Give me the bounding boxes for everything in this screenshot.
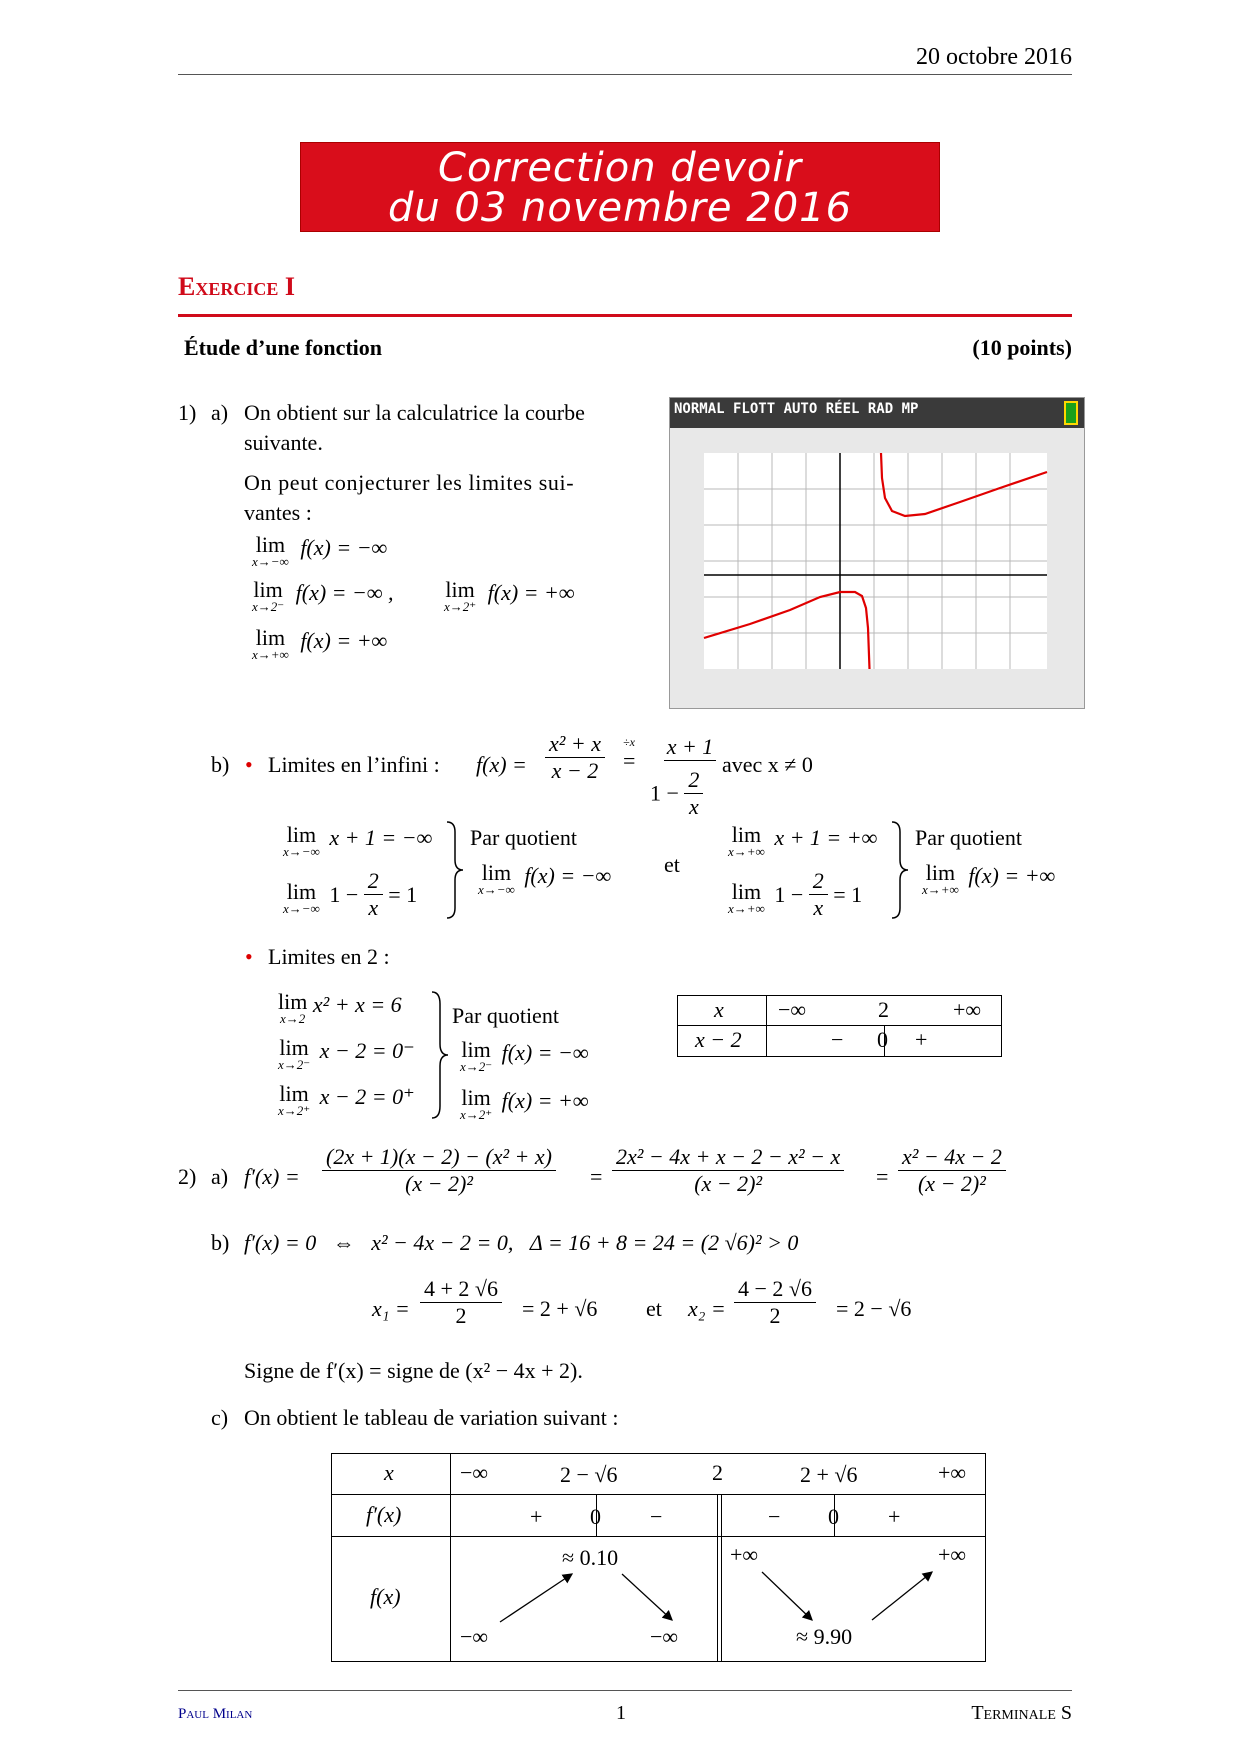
lim-minus-inf-result: lim x→−∞ f(x) = −∞ bbox=[478, 860, 612, 897]
brace-limits-at-2 bbox=[430, 990, 450, 1120]
sign-table bbox=[677, 995, 1002, 1057]
q2b-x2-label: x₂ = bbox=[688, 1296, 726, 1321]
calculator-graph bbox=[670, 428, 1084, 708]
q2b-x2-result: = 2 − √6 bbox=[836, 1296, 912, 1321]
vt-plus-2: + bbox=[888, 1504, 901, 1529]
q2b-line: f′(x) = 0 ⇔ x² − 4x − 2 = 0, Δ = 16 + 8 = 24 = (2 √6)² > 0 bbox=[244, 1230, 799, 1255]
q1b-et: et bbox=[664, 852, 680, 877]
title-line-2: du 03 novembre 2016 bbox=[387, 185, 853, 231]
lim-at-2-plus-den: lim x→2⁺ x − 2 = 0⁺ bbox=[278, 1081, 415, 1118]
q1b-bullet2: Limites en 2 : bbox=[268, 944, 390, 969]
vt-beta: 2 + √6 bbox=[800, 1462, 858, 1487]
exercise-subtitle: Étude d’une fonction bbox=[184, 335, 383, 360]
sign-table-two: 2 bbox=[878, 997, 889, 1022]
vt-f: f(x) bbox=[370, 1584, 401, 1609]
bullet-icon-2: • bbox=[245, 944, 253, 969]
q1b-avec: avec x ≠ 0 bbox=[722, 752, 813, 777]
lim-plus-inf-den: lim x→+∞ 1 − $\frac{2}{x}$ = 1 bbox=[728, 868, 863, 920]
sign-table-zero: 0 bbox=[877, 1027, 888, 1052]
q1a-text4: vantes : bbox=[244, 500, 312, 525]
calculator-status-bar: NORMAL FLOTT AUTO RÉEL RAD MP bbox=[670, 398, 1084, 428]
battery-icon bbox=[1064, 401, 1078, 425]
footer-author: Paul Milan bbox=[178, 1706, 253, 1722]
exercise-rule bbox=[178, 314, 1072, 317]
vt-two: 2 bbox=[712, 1460, 723, 1485]
vt-zero-2: 0 bbox=[828, 1504, 839, 1529]
lim-at-2-minus-den: lim x→2⁻ x − 2 = 0⁻ bbox=[278, 1035, 415, 1072]
lim-plus-inf-result: lim x→+∞ f(x) = +∞ bbox=[922, 860, 1056, 897]
q1a-limit-4: lim x→+∞ f(x) = +∞ bbox=[252, 625, 388, 662]
bullet-icon: • bbox=[245, 752, 253, 777]
q1b-den2: 1 − $\frac{2}{x}$ bbox=[650, 767, 703, 820]
q2b-x1-frac: $\frac{4 + 2 √6}{2}$ bbox=[420, 1276, 502, 1329]
q2a-lhs: f′(x) = bbox=[244, 1164, 300, 1189]
lim-minus-inf-den: lim x→−∞ 1 − $\frac{2}{x}$ = 1 bbox=[283, 868, 418, 920]
footer-page: 1 bbox=[616, 1702, 626, 1724]
variation-table bbox=[331, 1453, 986, 1662]
arrow-up-1 bbox=[500, 1574, 572, 1622]
lim-minus-inf-num: lim x→−∞ x + 1 = −∞ bbox=[283, 822, 433, 859]
q2a-letter: a) bbox=[211, 1164, 229, 1189]
title-line-1: Correction devoir bbox=[438, 145, 802, 191]
brace-right-1 bbox=[890, 820, 910, 920]
footer-rule bbox=[178, 1690, 1072, 1691]
exercise-points: (10 points) bbox=[972, 335, 1072, 360]
sign-table-neg: − bbox=[831, 1027, 844, 1052]
q2a-eq2: = bbox=[876, 1164, 889, 1189]
q1a-letter: a) bbox=[211, 400, 229, 425]
lim-at-2-plus-result: lim x→2⁺ f(x) = +∞ bbox=[460, 1085, 589, 1122]
vt-plus-inf: +∞ bbox=[938, 1460, 967, 1485]
q2b-x1-label: x₁ = bbox=[372, 1296, 410, 1321]
vt-max: ≈ 0.10 bbox=[562, 1545, 619, 1570]
q1b-letter: b) bbox=[211, 752, 230, 777]
q2a-frac1: $\frac{\text{(2x + 1)(x − 2) − (x² + x)}}{\text{(x − 2)²}}$ bbox=[322, 1144, 556, 1197]
q1a-text3: On peut conjecturer les limites sui- bbox=[244, 470, 575, 495]
header-date: 20 octobre 2016 bbox=[916, 44, 1072, 70]
sign-table-plus-inf: +∞ bbox=[953, 997, 982, 1022]
pq-right: Par quotient bbox=[915, 825, 1022, 850]
vt-plus-1: + bbox=[530, 1504, 543, 1529]
header-rule bbox=[178, 74, 1072, 75]
sign-table-minus-inf: −∞ bbox=[778, 997, 807, 1022]
exercise-title: Exercice I bbox=[178, 272, 295, 301]
variation-arrows bbox=[332, 1454, 987, 1663]
vt-lm2: −∞ bbox=[650, 1624, 679, 1649]
lim-at-2-num: lim x→2 x² + x = 6 bbox=[278, 989, 402, 1026]
q1b-num2: x + 1 bbox=[664, 734, 716, 761]
q1b-frac1: $\frac{\text{x² + x}}{x - 2}$ bbox=[545, 731, 605, 784]
q1a-text2: suivante. bbox=[244, 430, 323, 455]
lim-at-2-minus-result: lim x→2⁻ f(x) = −∞ bbox=[460, 1037, 589, 1074]
q1b-fx: f(x) = bbox=[476, 752, 527, 777]
vt-fprime: f′(x) bbox=[366, 1502, 402, 1527]
vt-rp1: +∞ bbox=[730, 1542, 759, 1567]
calculator-screen bbox=[669, 397, 1085, 709]
arrow-down-1 bbox=[622, 1574, 672, 1620]
q2b-x2-frac: $\frac{4 - 2 √6}{2}$ bbox=[734, 1276, 816, 1329]
q2a-frac3: $\frac{\text{x² − 4x − 2}}{\text{(x − 2)²}}$ bbox=[898, 1144, 1006, 1197]
sign-table-expr: x − 2 bbox=[695, 1027, 742, 1052]
q1a-text1: On obtient sur la calculatrice la courbe bbox=[244, 400, 585, 425]
footer-class: Terminale S bbox=[971, 1702, 1072, 1724]
q2b-x1-result: = 2 + √6 bbox=[522, 1296, 598, 1321]
vt-min: ≈ 9.90 bbox=[796, 1624, 853, 1649]
q2-number: 2) bbox=[178, 1164, 197, 1189]
vt-lm1: −∞ bbox=[460, 1624, 489, 1649]
vt-minus-1: − bbox=[650, 1504, 663, 1529]
vt-zero-1: 0 bbox=[590, 1504, 601, 1529]
q2b-signe: Signe de f′(x) = signe de (x² − 4x + 2). bbox=[244, 1358, 583, 1383]
vt-alpha: 2 − √6 bbox=[560, 1462, 618, 1487]
q1-number: 1) bbox=[178, 400, 197, 425]
q2a-frac2: $\frac{\text{2x² − 4x + x − 2 − x² − x}}{\text{(x − 2)²}}$ bbox=[612, 1144, 844, 1197]
q2b-letter: b) bbox=[211, 1230, 230, 1255]
q2c-letter: c) bbox=[211, 1405, 229, 1430]
pq-at-2: Par quotient bbox=[452, 1003, 559, 1028]
sign-table-pos: + bbox=[915, 1027, 928, 1052]
q1a-limit-1: lim x→−∞ f(x) = −∞ bbox=[252, 532, 388, 569]
q2b-et: et bbox=[646, 1296, 662, 1321]
q1b-divide: ÷x = bbox=[623, 735, 636, 773]
title-banner bbox=[300, 142, 940, 232]
lim-plus-inf-num: lim x→+∞ x + 1 = +∞ bbox=[728, 822, 878, 859]
q1b-bullet1: Limites en l’infini : bbox=[268, 752, 440, 777]
vt-rp2: +∞ bbox=[938, 1542, 967, 1567]
arrow-up-2 bbox=[872, 1572, 932, 1620]
q2c-text: On obtient le tableau de variation suivant : bbox=[244, 1405, 619, 1430]
vt-minus-2: − bbox=[768, 1504, 781, 1529]
pq-left: Par quotient bbox=[470, 825, 577, 850]
vt-x: x bbox=[384, 1460, 394, 1485]
brace-left-1 bbox=[445, 820, 465, 920]
q1a-limit-3: lim x→2⁺ f(x) = +∞ bbox=[444, 577, 575, 614]
arrow-down-2 bbox=[762, 1572, 812, 1620]
sign-table-x: x bbox=[714, 997, 724, 1022]
q2a-eq1: = bbox=[590, 1164, 603, 1189]
vt-minus-inf: −∞ bbox=[460, 1460, 489, 1485]
q1a-limit-2: lim x→2⁻ f(x) = −∞ , bbox=[252, 577, 394, 614]
